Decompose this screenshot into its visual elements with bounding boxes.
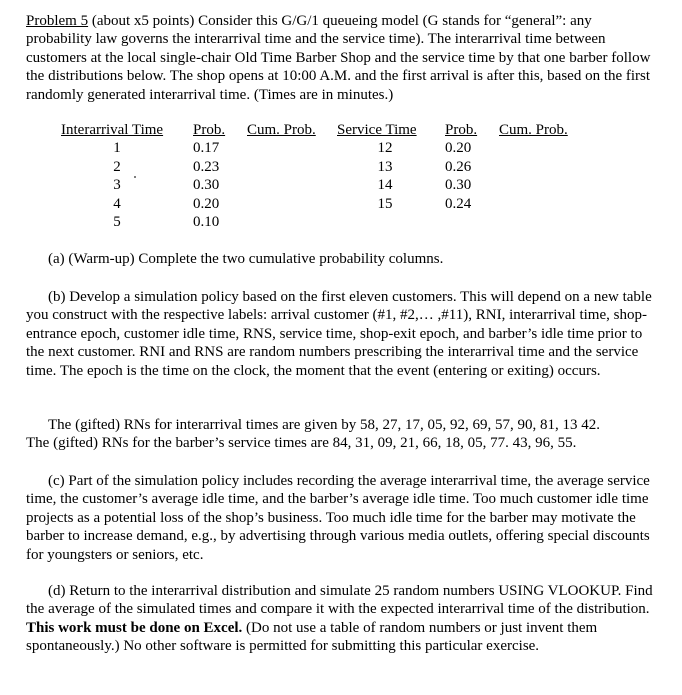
rni-line: The (gifted) RNs for interarrival times are given by 58, 27, 17, 05, 92, 69, 57, 90, 81, 13 42. xyxy=(48,417,600,433)
interarrival-time-cell: 4 xyxy=(113,195,121,212)
service-time-column xyxy=(337,121,437,213)
service-time-cell: 12 xyxy=(377,140,393,157)
service-prob-cell: 0.26 xyxy=(445,158,472,175)
part-d-bold: This work must be done on Excel. xyxy=(26,619,243,636)
problem-label: Problem 5 xyxy=(26,13,89,29)
interarrival-time-header: Interarrival Time xyxy=(61,122,164,138)
random-numbers xyxy=(26,416,658,453)
problem-intro xyxy=(26,12,658,104)
interarrival-time-column xyxy=(61,121,171,231)
part-b xyxy=(26,288,658,380)
interarrival-prob-cell: 0.23 xyxy=(193,158,220,175)
interarrival-time-cell: 1 xyxy=(113,140,121,157)
part-a xyxy=(26,250,658,268)
stray-dot xyxy=(134,176,136,178)
service-prob-cell: 0.30 xyxy=(445,177,472,194)
service-prob-cell: 0.24 xyxy=(445,195,472,212)
part-c xyxy=(26,472,658,564)
service-time-cell: 15 xyxy=(377,195,393,212)
part-b-text: (b) Develop a simulation policy based on the first eleven customers. This will depend on a new table you construct with the respective labels: arrival customer (#1, #2,… ,#11), RNI, interarrival time, shop-entrance epoch, customer idle time, RNS, service time, shop-exit epoch, and barber’s idle time prior to the next customer. RNI and RNS are random numbers prescribing the interarrival time and the service time. The epoch is the time on the clock, the moment that the event (entering or exiting) occurs. xyxy=(26,289,652,379)
problem-intro-text: (about x5 points) Consider this G/G/1 queueing model (G stands for “general”: any probability law governs the interarrival time and the service time). The interarrival time between customers at the local single-chair Old Time Barber Shop and the service time by that one barber follow the distributions below. The shop opens at 10:00 A.M. and the first arrival is after this, based on the first randomly generated interarrival time. (Times are in minutes.) xyxy=(26,13,651,103)
service-cum-prob-header: Cum. Prob. xyxy=(499,122,568,138)
rns-line: The (gifted) RNs for the barber’s service times are 84, 31, 09, 21, 66, 18, 05, 77. 43, 96, 55. xyxy=(26,435,577,452)
interarrival-prob-header: Prob. xyxy=(193,122,226,138)
service-cum-prob-column xyxy=(499,121,568,139)
interarrival-time-cell: 2 xyxy=(113,158,121,175)
interarrival-time-cell: 3 xyxy=(113,177,121,194)
interarrival-prob-cell: 0.20 xyxy=(193,195,220,212)
service-time-cell: 13 xyxy=(377,158,393,175)
service-prob-column xyxy=(445,121,477,213)
part-d-text-end: (Do not use a table of random numbers or just invent them spontaneously.) No other software is permitted for submitting this particular exercise. xyxy=(26,619,598,655)
interarrival-time-cell: 5 xyxy=(113,214,121,231)
distribution-table xyxy=(0,121,682,233)
service-prob-cell: 0.20 xyxy=(445,140,472,157)
service-time-cell: 14 xyxy=(377,177,393,194)
part-c-text: (c) Part of the simulation policy includes recording the average interarrival time, the average service time, the customer’s average idle time, and the barber’s average idle time. Too much customer idle time projects as a potential loss of the shop’s business. Too much idle time for the barber may motivate the barber to increase demand, e.g., by advertising through various media outlets, offering special discounts for youngsters or seniors, etc. xyxy=(26,473,650,563)
interarrival-prob-cell: 0.10 xyxy=(193,214,220,231)
part-d-text: (d) Return to the interarrival distribution and simulate 25 random numbers USING VLOOKUP. Find the average of the simulated times and compare it with the expected interarrival time of the distribution. xyxy=(26,583,653,618)
part-a-text: (a) (Warm-up) Complete the two cumulative probability columns. xyxy=(48,251,444,267)
interarrival-cum-prob-column xyxy=(247,121,316,139)
interarrival-cum-prob-header: Cum. Prob. xyxy=(247,122,316,138)
part-d xyxy=(26,582,658,656)
interarrival-prob-column xyxy=(193,121,225,231)
service-prob-header: Prob. xyxy=(445,122,478,138)
interarrival-prob-cell: 0.30 xyxy=(193,177,220,194)
service-time-header: Service Time xyxy=(337,122,417,138)
interarrival-prob-cell: 0.17 xyxy=(193,140,220,157)
